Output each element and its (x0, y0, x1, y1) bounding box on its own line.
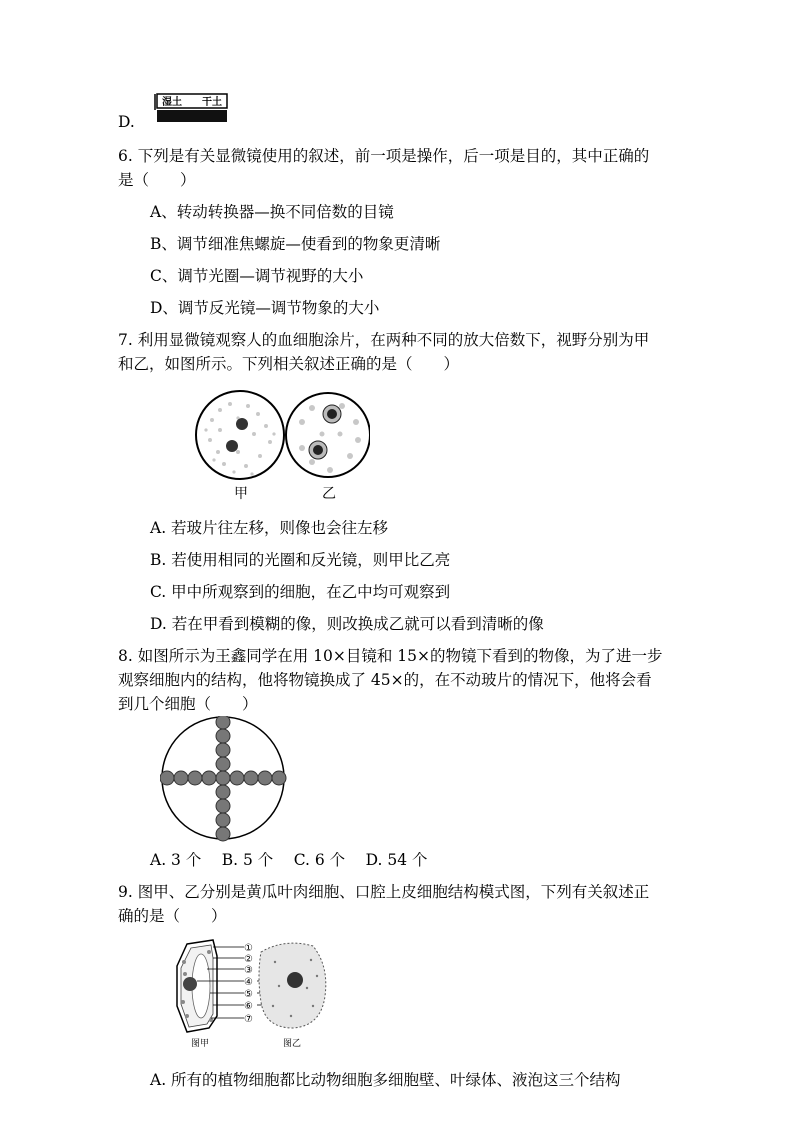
q7-stem-line1: 7. 利用显微镜观察人的血细胞涂片，在两种不同的放大倍数下，视野分别为甲 (118, 331, 650, 349)
cell-cross-figure (160, 716, 290, 842)
q7-option-b: B. 若使用相同的光圈和反光镜，则甲比乙亮 (150, 551, 451, 569)
cell-dot (216, 785, 230, 799)
cell-structure-figure (165, 936, 335, 1052)
option-d-label: D. (118, 113, 135, 131)
q6-option-d: D、调节反光镜—调节物象的大小 (150, 299, 380, 317)
q7-stem-line2: 和乙，如图所示。下列相关叙述正确的是（ ） (118, 355, 460, 373)
cell-dot (216, 827, 230, 841)
q9-stem-line1: 9. 图甲、乙分别是黄瓜叶肉细胞、口腔上皮细胞结构模式图，下列有关叙述正 (118, 883, 650, 901)
cell-dot (216, 716, 230, 729)
q6-option-a: A、转动转换器—换不同倍数的目镜 (150, 203, 394, 221)
q6-stem-line1: 6. 下列是有关显微镜使用的叙述，前一项是操作，后一项是目的，其中正确的 (118, 147, 650, 165)
soil-label-dry: 干土 (202, 97, 222, 108)
q6-option-c: C、调节光圈—调节视野的大小 (150, 267, 364, 285)
marker-6: ⑥ (244, 1001, 253, 1012)
q9-option-a: A. 所有的植物细胞都比动物细胞多细胞壁、叶绿体、液泡这三个结构 (150, 1071, 621, 1089)
field-yi (286, 393, 370, 502)
q8-stem-line1: 8. 如图所示为王鑫同学在用 10×目镜和 15×的物镜下看到的物像，为了进一步 (118, 647, 663, 665)
label-figure-yi: 图乙 (283, 1039, 302, 1049)
q7-option-a: A. 若玻片往左移，则像也会往左移 (150, 519, 389, 537)
q7-option-c: C. 甲中所观察到的细胞，在乙中均可观察到 (150, 583, 451, 601)
q8-stem-line3: 到几个细胞（ ） (118, 695, 258, 713)
q9-stem-line2: 确的是（ ） (118, 907, 227, 925)
field-jia (196, 391, 284, 502)
marker-4: ④ (244, 977, 253, 988)
label-jia: 甲 (234, 486, 248, 502)
cell-dot (258, 771, 272, 785)
q8-options: A. 3 个 B. 5 个 C. 6 个 D. 54 个 (150, 851, 428, 869)
q7-option-d: D. 若在甲看到模糊的像，则改换成乙就可以看到清晰的像 (150, 615, 544, 633)
label-yi: 乙 (322, 486, 336, 502)
cell-dot (272, 771, 286, 785)
cell-dot (202, 771, 216, 785)
marker-3: ③ (244, 965, 253, 976)
cell-dot (216, 743, 230, 757)
marker-5: ⑤ (244, 989, 253, 1000)
soil-figure (150, 90, 230, 126)
cell-dot (216, 757, 230, 771)
q6-stem-line2: 是（ ） (118, 171, 196, 189)
cell-dot (216, 813, 230, 827)
label-figure-jia: 图甲 (191, 1039, 210, 1049)
q8-stem-line2: 观察细胞内的结构，他将物镜换成了 45×的，在不动玻片的情况下，他将会看 (118, 671, 652, 689)
cell-dot (244, 771, 258, 785)
cell-dot (216, 799, 230, 813)
marker-1: ① (244, 943, 253, 954)
cell-dot (216, 771, 230, 785)
cell-dot (174, 771, 188, 785)
marker-7: ⑦ (244, 1014, 253, 1025)
soil-label-wet: 湿土 (162, 97, 182, 108)
blood-smear-figure (190, 390, 370, 505)
animal-cell (259, 943, 326, 1028)
cell-dot (216, 729, 230, 743)
q6-option-b: B、调节细准焦螺旋—使看到的物象更清晰 (150, 235, 441, 253)
cell-dot (160, 771, 174, 785)
cell-dot (230, 771, 244, 785)
marker-2: ② (244, 954, 253, 965)
cell-dot (188, 771, 202, 785)
